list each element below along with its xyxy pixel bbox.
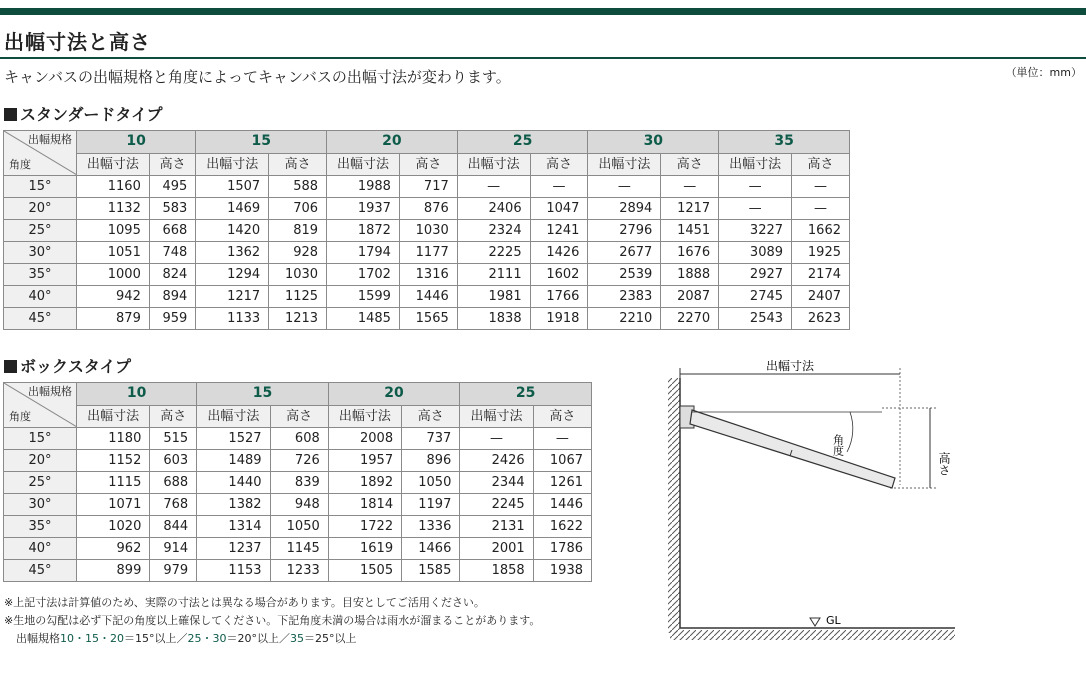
table-row bbox=[4, 560, 592, 582]
value-cell: 2131 bbox=[460, 516, 533, 538]
value-cell: 1622 bbox=[533, 516, 591, 538]
value-cell: 1440 bbox=[197, 472, 270, 494]
value-cell: 2001 bbox=[460, 538, 533, 560]
value-cell: 1469 bbox=[196, 198, 269, 220]
value-cell: 1030 bbox=[269, 264, 327, 286]
value-cell: 668 bbox=[149, 220, 195, 242]
value-cell: 608 bbox=[270, 428, 328, 450]
value-cell: 1892 bbox=[328, 472, 401, 494]
value-cell: 1180 bbox=[77, 428, 150, 450]
value-cell: 1030 bbox=[399, 220, 457, 242]
value-cell: 1988 bbox=[327, 176, 400, 198]
projection-column-header: 出幅寸法 bbox=[77, 153, 150, 176]
note-line-3: 出幅規格10・15・20＝15°以上／25・30＝20°以上／35＝25°以上 bbox=[16, 632, 357, 645]
angle-cell: 40° bbox=[4, 286, 77, 308]
value-cell: 1702 bbox=[327, 264, 400, 286]
value-cell: 2894 bbox=[588, 198, 661, 220]
value-cell: — bbox=[530, 176, 588, 198]
standard-table bbox=[3, 130, 850, 330]
value-cell: 726 bbox=[270, 450, 328, 472]
value-cell: 1261 bbox=[533, 472, 591, 494]
value-cell: 1527 bbox=[197, 428, 270, 450]
projection-column-header: 出幅寸法 bbox=[457, 153, 530, 176]
value-cell: 1814 bbox=[328, 494, 401, 516]
height-label: 高さ bbox=[937, 452, 951, 476]
note-line-2: ※生地の勾配は必ず下記の角度以上確保してください。下記角度未満の場合は雨水が溜まることがあります。 bbox=[4, 614, 541, 627]
angle-cell: 35° bbox=[4, 264, 77, 286]
value-cell: 2324 bbox=[457, 220, 530, 242]
value-cell: 2406 bbox=[457, 198, 530, 220]
value-cell: 959 bbox=[149, 308, 195, 330]
table-row bbox=[4, 308, 850, 330]
wall-hatch bbox=[668, 378, 680, 633]
projection-column-header: 出幅寸法 bbox=[460, 405, 533, 428]
header-corner-cell bbox=[4, 131, 77, 176]
value-cell: 1294 bbox=[196, 264, 269, 286]
value-cell: 2245 bbox=[460, 494, 533, 516]
value-cell: 1485 bbox=[327, 308, 400, 330]
value-cell: 2344 bbox=[460, 472, 533, 494]
value-cell: — bbox=[457, 176, 530, 198]
square-bullet-icon bbox=[4, 108, 17, 121]
angle-cell: 30° bbox=[4, 242, 77, 264]
value-cell: 2270 bbox=[661, 308, 719, 330]
value-cell: 1451 bbox=[661, 220, 719, 242]
value-cell: 515 bbox=[150, 428, 197, 450]
value-cell: 1676 bbox=[661, 242, 719, 264]
box-section-title: ボックスタイプ bbox=[4, 354, 131, 377]
projection-label: 出幅寸法 bbox=[765, 360, 815, 373]
size-header: 15 bbox=[196, 131, 327, 154]
value-cell: 2225 bbox=[457, 242, 530, 264]
ground-hatch bbox=[670, 630, 955, 640]
value-cell: 1115 bbox=[77, 472, 150, 494]
value-cell: 1446 bbox=[399, 286, 457, 308]
value-cell: 1067 bbox=[533, 450, 591, 472]
value-cell: 588 bbox=[269, 176, 327, 198]
height-column-header: 高さ bbox=[533, 405, 591, 428]
angle-cell: 30° bbox=[4, 494, 77, 516]
value-cell: 1507 bbox=[196, 176, 269, 198]
value-cell: 1382 bbox=[197, 494, 270, 516]
projection-column-header: 出幅寸法 bbox=[328, 405, 401, 428]
header-row-sizes bbox=[4, 383, 592, 406]
title-divider bbox=[0, 57, 1086, 59]
value-cell: 928 bbox=[269, 242, 327, 264]
value-cell: 583 bbox=[149, 198, 195, 220]
value-cell: 1888 bbox=[661, 264, 719, 286]
value-cell: 1051 bbox=[77, 242, 150, 264]
value-cell: 1426 bbox=[530, 242, 588, 264]
value-cell: 839 bbox=[270, 472, 328, 494]
header-row-sizes bbox=[4, 131, 850, 154]
value-cell: 1786 bbox=[533, 538, 591, 560]
table-row bbox=[4, 198, 850, 220]
value-cell: 879 bbox=[77, 308, 150, 330]
value-cell: 1446 bbox=[533, 494, 591, 516]
height-column-header: 高さ bbox=[399, 153, 457, 176]
value-cell: 2210 bbox=[588, 308, 661, 330]
box-table bbox=[3, 382, 592, 582]
angle-cell: 15° bbox=[4, 176, 77, 198]
header-row-columns bbox=[4, 405, 592, 428]
value-cell: 1957 bbox=[328, 450, 401, 472]
value-cell: 1050 bbox=[270, 516, 328, 538]
unit-label: （単位：mm） bbox=[1005, 66, 1082, 79]
note-line-1: ※上記寸法は計算値のため、実際の寸法とは異なる場合があります。目安としてご活用ください。 bbox=[4, 596, 485, 609]
value-cell: 2623 bbox=[792, 308, 850, 330]
table-row bbox=[4, 538, 592, 560]
value-cell: 748 bbox=[149, 242, 195, 264]
table-row bbox=[4, 220, 850, 242]
angle-cell: 25° bbox=[4, 472, 77, 494]
angle-header-label: 角度 bbox=[9, 410, 31, 423]
height-column-header: 高さ bbox=[270, 405, 328, 428]
value-cell: 2426 bbox=[460, 450, 533, 472]
angle-cell: 40° bbox=[4, 538, 77, 560]
angle-header-label: 角度 bbox=[9, 158, 31, 171]
height-column-header: 高さ bbox=[792, 153, 850, 176]
angle-cell: 45° bbox=[4, 560, 77, 582]
value-cell: 1177 bbox=[399, 242, 457, 264]
value-cell: — bbox=[588, 176, 661, 198]
value-cell: 2543 bbox=[719, 308, 792, 330]
table-row bbox=[4, 450, 592, 472]
projection-column-header: 出幅寸法 bbox=[196, 153, 269, 176]
value-cell: 1316 bbox=[399, 264, 457, 286]
angle-cell: 20° bbox=[4, 198, 77, 220]
size-header: 15 bbox=[197, 383, 329, 406]
size-header: 20 bbox=[328, 383, 460, 406]
value-cell: 495 bbox=[149, 176, 195, 198]
value-cell: 1872 bbox=[327, 220, 400, 242]
value-cell: 1466 bbox=[402, 538, 460, 560]
value-cell: 1838 bbox=[457, 308, 530, 330]
size-header: 35 bbox=[719, 131, 850, 154]
value-cell: 899 bbox=[77, 560, 150, 582]
value-cell: 1565 bbox=[399, 308, 457, 330]
value-cell: 1766 bbox=[530, 286, 588, 308]
angle-cell: 45° bbox=[4, 308, 77, 330]
size-header: 25 bbox=[460, 383, 592, 406]
value-cell: 1505 bbox=[328, 560, 401, 582]
value-cell: 1937 bbox=[327, 198, 400, 220]
value-cell: 2796 bbox=[588, 220, 661, 242]
value-cell: 1918 bbox=[530, 308, 588, 330]
value-cell: 1599 bbox=[327, 286, 400, 308]
table-row bbox=[4, 264, 850, 286]
height-column-header: 高さ bbox=[150, 405, 197, 428]
standard-section-title: スタンダードタイプ bbox=[4, 102, 163, 125]
size-header: 20 bbox=[327, 131, 458, 154]
height-column-header: 高さ bbox=[661, 153, 719, 176]
value-cell: 1336 bbox=[402, 516, 460, 538]
value-cell: — bbox=[719, 176, 792, 198]
value-cell: — bbox=[460, 428, 533, 450]
value-cell: 1241 bbox=[530, 220, 588, 242]
spec-header-label: 出幅規格 bbox=[28, 385, 72, 398]
value-cell: 824 bbox=[149, 264, 195, 286]
value-cell: 2539 bbox=[588, 264, 661, 286]
value-cell: 1217 bbox=[661, 198, 719, 220]
angle-arc bbox=[847, 412, 853, 452]
table-row bbox=[4, 176, 850, 198]
angle-label: 角度 bbox=[831, 434, 845, 456]
angle-cell: 20° bbox=[4, 450, 77, 472]
value-cell: 894 bbox=[149, 286, 195, 308]
value-cell: — bbox=[661, 176, 719, 198]
height-column-header: 高さ bbox=[269, 153, 327, 176]
square-bullet-icon bbox=[4, 360, 17, 373]
value-cell: 948 bbox=[270, 494, 328, 516]
angle-cell: 15° bbox=[4, 428, 77, 450]
header-row-columns bbox=[4, 153, 850, 176]
value-cell: 2745 bbox=[719, 286, 792, 308]
size-header: 10 bbox=[77, 383, 197, 406]
value-cell: 1132 bbox=[77, 198, 150, 220]
value-cell: 1020 bbox=[77, 516, 150, 538]
value-cell: 3227 bbox=[719, 220, 792, 242]
value-cell: 962 bbox=[77, 538, 150, 560]
size-header: 30 bbox=[588, 131, 719, 154]
value-cell: 1125 bbox=[269, 286, 327, 308]
value-cell: 688 bbox=[150, 472, 197, 494]
value-cell: 706 bbox=[269, 198, 327, 220]
value-cell: 2087 bbox=[661, 286, 719, 308]
table-row bbox=[4, 428, 592, 450]
top-accent-bar bbox=[0, 8, 1086, 15]
value-cell: 1722 bbox=[328, 516, 401, 538]
value-cell: 819 bbox=[269, 220, 327, 242]
value-cell: 914 bbox=[150, 538, 197, 560]
value-cell: 2383 bbox=[588, 286, 661, 308]
value-cell: 1858 bbox=[460, 560, 533, 582]
value-cell: 1981 bbox=[457, 286, 530, 308]
value-cell: 1133 bbox=[196, 308, 269, 330]
value-cell: 768 bbox=[150, 494, 197, 516]
projection-column-header: 出幅寸法 bbox=[327, 153, 400, 176]
value-cell: 876 bbox=[399, 198, 457, 220]
value-cell: — bbox=[792, 198, 850, 220]
value-cell: 1314 bbox=[197, 516, 270, 538]
value-cell: 603 bbox=[150, 450, 197, 472]
value-cell: — bbox=[533, 428, 591, 450]
value-cell: 1233 bbox=[270, 560, 328, 582]
value-cell: 1602 bbox=[530, 264, 588, 286]
value-cell: 1050 bbox=[402, 472, 460, 494]
value-cell: 1938 bbox=[533, 560, 591, 582]
value-cell: 1619 bbox=[328, 538, 401, 560]
value-cell: 2008 bbox=[328, 428, 401, 450]
angle-cell: 35° bbox=[4, 516, 77, 538]
value-cell: — bbox=[792, 176, 850, 198]
value-cell: 3089 bbox=[719, 242, 792, 264]
table-row bbox=[4, 516, 592, 538]
value-cell: 1047 bbox=[530, 198, 588, 220]
projection-column-header: 出幅寸法 bbox=[197, 405, 270, 428]
value-cell: 737 bbox=[402, 428, 460, 450]
header-corner-cell bbox=[4, 383, 77, 428]
height-column-header: 高さ bbox=[402, 405, 460, 428]
value-cell: 1145 bbox=[270, 538, 328, 560]
intro-text: キャンバスの出幅規格と角度によってキャンバスの出幅寸法が変わります。 bbox=[4, 68, 511, 86]
value-cell: 1585 bbox=[402, 560, 460, 582]
size-header: 25 bbox=[457, 131, 588, 154]
angle-cell: 25° bbox=[4, 220, 77, 242]
value-cell: 1217 bbox=[196, 286, 269, 308]
value-cell: 1153 bbox=[197, 560, 270, 582]
size-header: 10 bbox=[77, 131, 196, 154]
value-cell: 1237 bbox=[197, 538, 270, 560]
value-cell: 2111 bbox=[457, 264, 530, 286]
value-cell: 1489 bbox=[197, 450, 270, 472]
value-cell: 942 bbox=[77, 286, 150, 308]
value-cell: 717 bbox=[399, 176, 457, 198]
value-cell: 979 bbox=[150, 560, 197, 582]
value-cell: 1662 bbox=[792, 220, 850, 242]
projection-column-header: 出幅寸法 bbox=[588, 153, 661, 176]
value-cell: 2407 bbox=[792, 286, 850, 308]
value-cell: 1925 bbox=[792, 242, 850, 264]
value-cell: 896 bbox=[402, 450, 460, 472]
gl-marker-icon bbox=[810, 618, 820, 626]
table-row bbox=[4, 286, 850, 308]
awning-diagram bbox=[660, 360, 960, 650]
table-row bbox=[4, 242, 850, 264]
value-cell: 2927 bbox=[719, 264, 792, 286]
value-cell: 1152 bbox=[77, 450, 150, 472]
spec-header-label: 出幅規格 bbox=[28, 133, 72, 146]
value-cell: 1000 bbox=[77, 264, 150, 286]
gl-label: GL bbox=[826, 614, 841, 627]
value-cell: — bbox=[719, 198, 792, 220]
value-cell: 1213 bbox=[269, 308, 327, 330]
value-cell: 2677 bbox=[588, 242, 661, 264]
value-cell: 1095 bbox=[77, 220, 150, 242]
value-cell: 1160 bbox=[77, 176, 150, 198]
value-cell: 1071 bbox=[77, 494, 150, 516]
projection-column-header: 出幅寸法 bbox=[719, 153, 792, 176]
value-cell: 1197 bbox=[402, 494, 460, 516]
value-cell: 1362 bbox=[196, 242, 269, 264]
value-cell: 2174 bbox=[792, 264, 850, 286]
height-column-header: 高さ bbox=[530, 153, 588, 176]
value-cell: 844 bbox=[150, 516, 197, 538]
value-cell: 1420 bbox=[196, 220, 269, 242]
table-row bbox=[4, 472, 592, 494]
awning-arm bbox=[690, 410, 895, 488]
page-title: 出幅寸法と高さ bbox=[4, 30, 151, 54]
value-cell: 1794 bbox=[327, 242, 400, 264]
table-row bbox=[4, 494, 592, 516]
projection-column-header: 出幅寸法 bbox=[77, 405, 150, 428]
height-column-header: 高さ bbox=[149, 153, 195, 176]
